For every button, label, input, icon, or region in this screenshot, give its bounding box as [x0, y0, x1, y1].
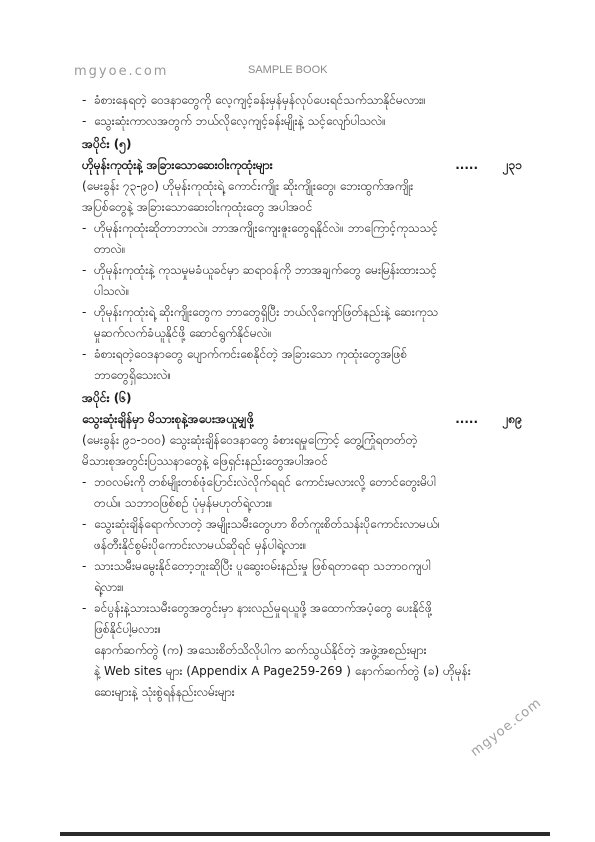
- list-item-text: တယ်။ သဘာဝဖြစ်စဉ် ပုံမှန်မဟုတ်ရဲ့လား။: [94, 496, 273, 510]
- toc-dots: .....: [455, 412, 478, 426]
- bullet-dash: -: [82, 221, 87, 235]
- list-item-text: သားသမီးမမွေးနိုင်တော့ဘူးဆိုပြီး ပူဆွေးဝမ်းနည်းမှု ဖြစ်ရတာရော သဘာဝကျပါ: [94, 559, 431, 573]
- list-item-text: ဖြစ်နိုင်ပါ့မလား။: [94, 622, 162, 636]
- bullet-dash: -: [82, 475, 87, 489]
- section-intro: အပြစ်တွေနဲ့ အခြားသောဆေးဝါးကုထုံးတွေ အပါအဝင်: [82, 200, 313, 214]
- appendix-note: နဲ့ Web sites များ (Appendix A Page259-269 ) နောက်ဆက်တွဲ (ခ) ဟိုမုန်း: [94, 664, 471, 678]
- bullet-dash: -: [82, 114, 87, 128]
- list-item-text: ပါသလဲ။: [94, 284, 130, 298]
- section-intro: မိသားစုအတွင်းပြဿနာတွေနဲ့ ဖြေရှင်းနည်းတွေအပါအဝင်: [82, 454, 328, 468]
- list-item-text: သွေးဆုံးချိန်ရောက်လာတဲ့ အမျိုးသမီးတွေဟာ စိတ်ကူးစိတ်သန်းပိုကောင်းလာမယ်၊: [94, 517, 440, 531]
- list-item-text: ဘာတွေရှိသေးလဲ။: [94, 368, 172, 382]
- list-item: [82, 260, 522, 302]
- bullet-dash: -: [82, 305, 87, 319]
- toc-page-number: ၂၈၉: [502, 412, 522, 426]
- list-item-text: ဟိုမုန်းကုထုံးရဲ့ ဆိုးကျိုးတွေက ဘာတွေရှိပြီး ဘယ်လိုကျော်ဖြတ်နည်းနဲ့ ဆေးကုသ: [94, 305, 439, 319]
- list-item-text: ဘဝလမ်းကို တစ်မျိုးတစ်ဖုံပြောင်းလဲလိုက်ရရင် ကောင်းမလားလို့ တောင်တွေးမိပါ: [94, 475, 436, 489]
- list-item: [82, 218, 522, 260]
- appendix-note: ဆေးများနဲ့ သုံးစွဲရန်နည်းလမ်းများ: [94, 685, 235, 699]
- list-item-text: ရဲ့လား။: [94, 580, 124, 594]
- list-item: [82, 111, 522, 132]
- watermark-diagonal: mgyoe.com: [468, 695, 545, 760]
- bullet-dash: -: [82, 263, 87, 277]
- toc-dots: .....: [455, 158, 478, 172]
- bullet-dash: -: [82, 93, 87, 107]
- bullet-dash: -: [82, 517, 87, 531]
- list-item: [82, 556, 522, 598]
- list-item-text: တာလဲ။: [94, 242, 126, 256]
- bullet-dash: -: [82, 559, 87, 573]
- toc-entry-title: ဟိုမုန်းကုထုံးနဲ့ အခြားသောဆေးဝါးကုထုံးများ: [82, 158, 273, 172]
- page-content: [82, 90, 522, 703]
- list-item: [82, 514, 522, 556]
- appendix-note: နောက်ဆက်တွဲ (က) အသေးစိတ်သိလိုပါက ဆက်သွယ်နိုင်တဲ့ အဖွဲ့အစည်းများ: [94, 643, 427, 657]
- list-item-text: ခံစားရတဲ့ဝေဒနာတွေ ပျောက်ကင်းစေနိုင်တဲ့ အခြားသော ကုထုံးတွေအဖြစ်: [94, 347, 408, 361]
- section-intro: (မေးခွန်း ၉၁-၁၀၀) သွေးဆုံးချိန်ဝေဒနာတွေ ခံစားရမှုကြောင့် တွေ့ကြုံရတတ်တဲ့: [82, 433, 418, 447]
- list-item-text: ဖန်တီးနိုင်စွမ်းပိုကောင်းလာမယ်ဆိုရင် မှန်ပါရဲ့လား။: [94, 538, 307, 552]
- section-intro: (မေးခွန်း ၇၃-၉၀) ဟိုမုန်းကုထုံးရဲ့ ကောင်းကျိုး ဆိုးကျိုးတွေ၊ ဘေးထွက်အကျိုး: [82, 179, 414, 193]
- list-item-text: ဟိုမုန်းကုထုံးနဲ့ ကုသမှုမခံယူခင်မှာ ဆရာဝန်ကို ဘာအချက်တွေ မေးမြန်းထားသင့်: [94, 263, 437, 277]
- watermark-site: mgyoe.com: [74, 64, 169, 79]
- toc-page-number: ၂၃၁: [502, 158, 522, 172]
- page-edge-shadow: [60, 832, 550, 836]
- section-heading: အပိုင်း (၆): [82, 391, 132, 405]
- list-item-text: ဟိုမုန်းကုထုံးဆိုတာဘာလဲ။ ဘာအကျိုးကျေးဇူးတွေရနိုင်လဲ။ ဘာကြောင့်ကုသသင့်: [94, 221, 438, 235]
- toc-entry-title: သွေးဆုံးချိန်မှာ မိသားစုနဲ့အပေးအယူမျှဖို့: [82, 412, 254, 426]
- section-heading: အပိုင်း (၅): [82, 137, 132, 151]
- list-item-text: ခံစားနေရတဲ့ ဝေဒနာတွေကို လေ့ကျင့်ခန်းမှန်မှန်လုပ်ပေးရင်သက်သာနိုင်မလား။: [94, 93, 426, 107]
- sample-book-label: SAMPLE BOOK: [248, 64, 328, 76]
- list-item: [82, 302, 522, 344]
- list-item-text: မှုဆက်လက်ခံယူနိုင်ဖို့ ဆောင်ရွက်နိုင်မလဲ။: [94, 326, 272, 340]
- list-item: [82, 598, 522, 640]
- list-item: [82, 344, 522, 386]
- list-item: [82, 472, 522, 514]
- list-item: [82, 90, 522, 111]
- toc-entry: [82, 155, 522, 176]
- list-item-text: ခင်ပွန်းနဲ့သားသမီးတွေအတွင်းမှာ နားလည်မှုရယူဖို့ အထောက်အပံ့တွေ ပေးနိုင်ဖို့: [94, 601, 432, 615]
- bullet-dash: -: [82, 601, 87, 615]
- list-item-text: သွေးဆုံးကာလအတွက် ဘယ်လိုလေ့ကျင့်ခန်းမျိုးနဲ့ သင့်လျော်ပါသလဲ။: [94, 114, 386, 128]
- toc-entry: [82, 409, 522, 430]
- bullet-dash: -: [82, 347, 87, 361]
